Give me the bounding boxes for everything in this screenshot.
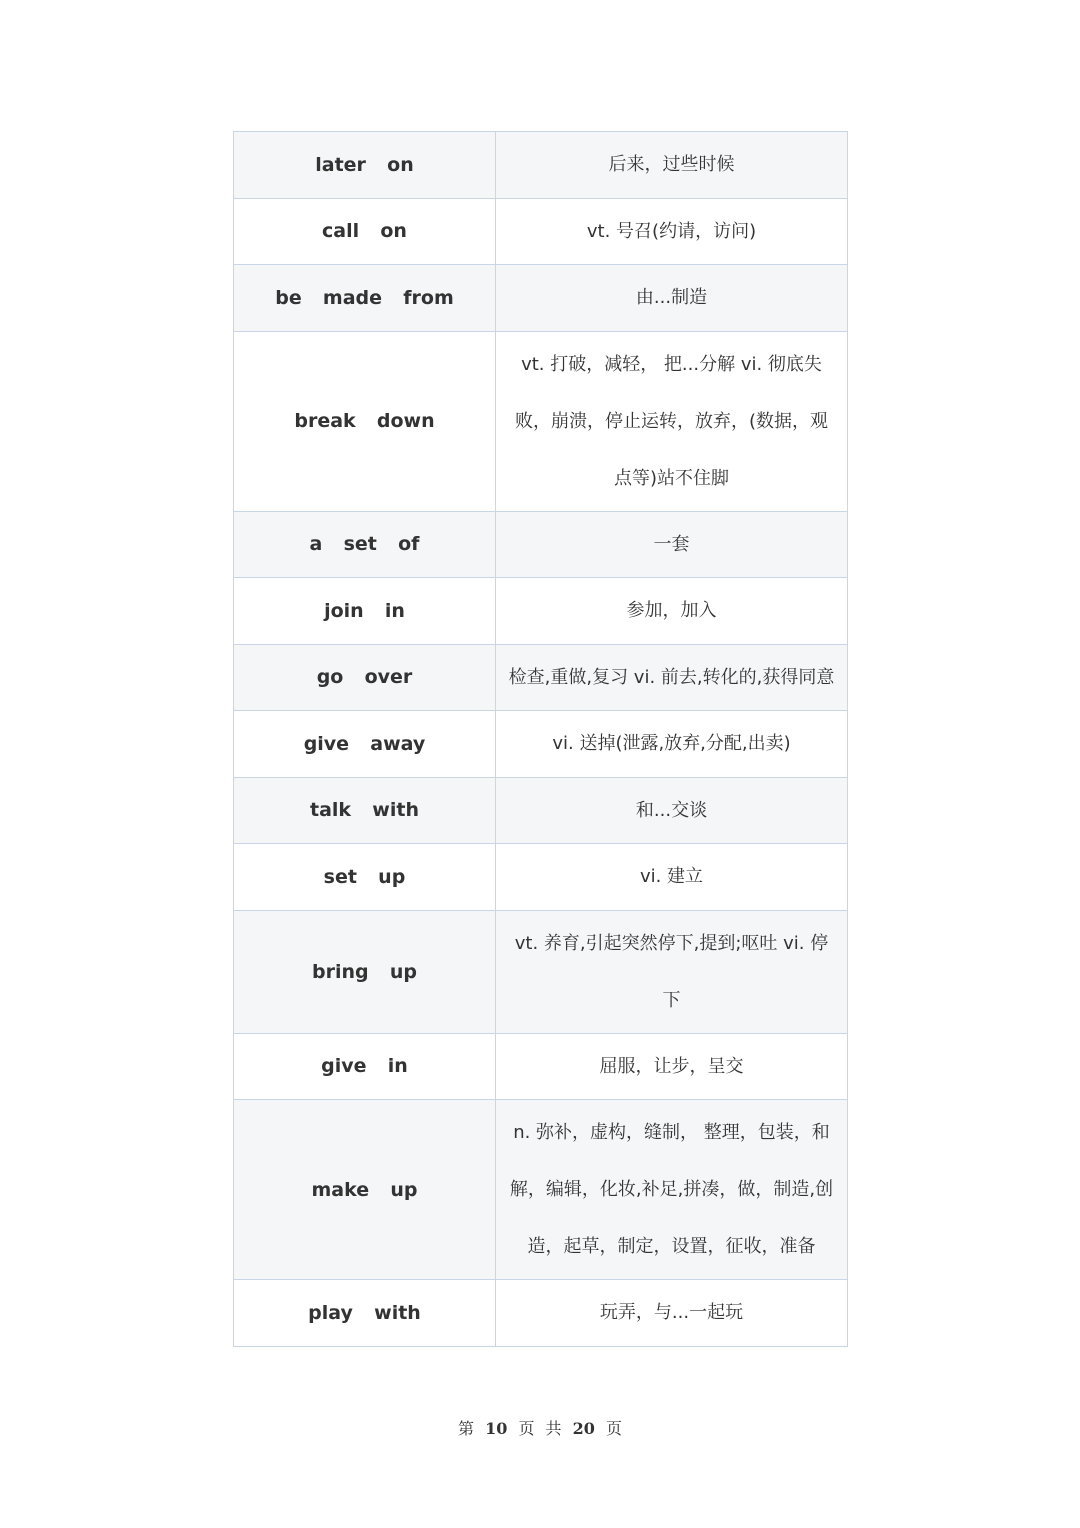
footer-total-pages: 20 — [572, 1419, 595, 1438]
phrase-cell: join in — [234, 578, 496, 645]
meaning-cell: 屈服，让步，呈交 — [496, 1033, 848, 1100]
phrase-cell: bring up — [234, 910, 496, 1033]
meaning-cell: n. 弥补，虚构，缝制， 整理，包装，和解，编辑，化妆,补足,拼凑，做，制造,创造，起草，制定，设置，征收，准备 — [496, 1100, 848, 1280]
meaning-cell: vi. 建立 — [496, 844, 848, 911]
footer-middle: 页 共 — [518, 1419, 562, 1438]
footer-suffix: 页 — [606, 1419, 623, 1438]
footer-page-number: 10 — [485, 1419, 508, 1438]
table-row — [234, 1280, 848, 1347]
meaning-cell: 玩弄，与...一起玩 — [496, 1280, 848, 1347]
meaning-cell: 和...交谈 — [496, 777, 848, 844]
phrase-cell: talk with — [234, 777, 496, 844]
table-row — [234, 198, 848, 265]
phrase-cell: give away — [234, 711, 496, 778]
table-row — [234, 711, 848, 778]
phrase-cell: give in — [234, 1033, 496, 1100]
table-body — [234, 132, 848, 1347]
phrase-cell: a set of — [234, 511, 496, 578]
phrase-cell: break down — [234, 331, 496, 511]
table-row — [234, 578, 848, 645]
table-row — [234, 844, 848, 911]
footer-prefix: 第 — [457, 1419, 474, 1438]
table-row — [234, 644, 848, 711]
meaning-cell: 检查,重做,复习 vi. 前去,转化的,获得同意 — [496, 644, 848, 711]
phrase-cell: set up — [234, 844, 496, 911]
meaning-cell: vi. 送掉(泄露,放弃,分配,出卖) — [496, 711, 848, 778]
phrase-cell: make up — [234, 1100, 496, 1280]
table-row — [234, 331, 848, 511]
phrase-cell: later on — [234, 132, 496, 199]
meaning-cell: vt. 打破，减轻， 把...分解 vi. 彻底失败，崩溃，停止运转，放弃，(数据，观点等)站不住脚 — [496, 331, 848, 511]
table-row — [234, 1033, 848, 1100]
table-row — [234, 511, 848, 578]
phrase-cell: be made from — [234, 265, 496, 332]
phrase-cell: play with — [234, 1280, 496, 1347]
page-footer — [0, 1416, 1080, 1439]
table-row — [234, 1100, 848, 1280]
table-row — [234, 910, 848, 1033]
meaning-cell: 后来，过些时候 — [496, 132, 848, 199]
meaning-cell: vt. 养育,引起突然停下,提到;呕吐 vi. 停下 — [496, 910, 848, 1033]
phrase-cell: go over — [234, 644, 496, 711]
meaning-cell: 由...制造 — [496, 265, 848, 332]
table-row — [234, 777, 848, 844]
meaning-cell: 参加，加入 — [496, 578, 848, 645]
table-row — [234, 265, 848, 332]
vocabulary-table — [233, 131, 848, 1347]
phrase-cell: call on — [234, 198, 496, 265]
meaning-cell: 一套 — [496, 511, 848, 578]
meaning-cell: vt. 号召(约请，访问) — [496, 198, 848, 265]
table-row — [234, 132, 848, 199]
